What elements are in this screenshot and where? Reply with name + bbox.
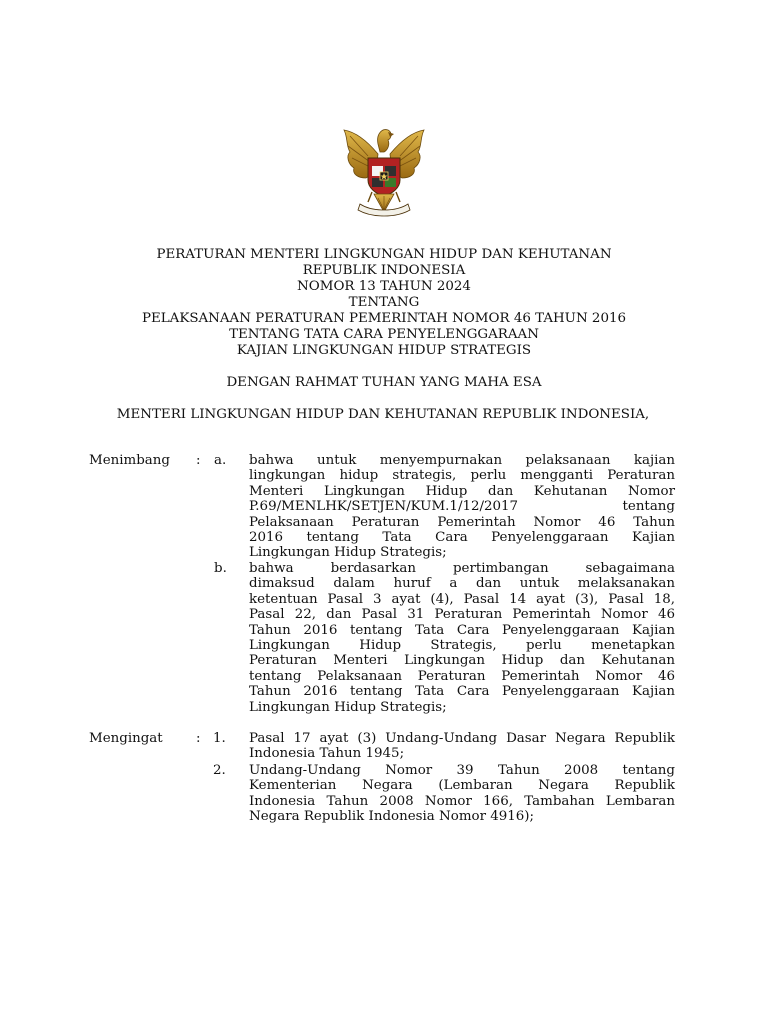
invocation: DENGAN RAHMAT TUHAN YANG MAHA ESA bbox=[226, 375, 542, 390]
text-line: bahwa untuk menyempurnakan pelaksanaan kajian bbox=[249, 453, 675, 468]
text-line: Lingkungan Hidup Strategis, perlu menetapkan bbox=[249, 638, 675, 654]
text-line: Menteri Lingkungan Hidup dan Kehutanan Nomor bbox=[249, 483, 675, 499]
text-line: bahwa berdasarkan pertimbangan sebagaimana bbox=[249, 561, 675, 576]
item-text bbox=[249, 731, 675, 762]
text-line: Pasal 17 ayat (3) Undang-Undang Dasar Negara Republik bbox=[249, 731, 675, 746]
authority-statement: MENTERI LINGKUNGAN HIDUP DAN KEHUTANAN REPUBLIK INDONESIA, bbox=[116, 407, 650, 422]
text-line: 2016 tentang Tata Cara Penyelenggaraan Kajian bbox=[249, 530, 675, 546]
item-text bbox=[249, 561, 675, 715]
text-line: lingkungan hidup strategis, perlu mengganti Peraturan bbox=[249, 468, 675, 484]
title-line-5: PELAKSANAAN PERATURAN PEMERINTAH NOMOR 46 TAHUN 2016 bbox=[141, 311, 627, 326]
menimbang-colon: : bbox=[196, 453, 201, 468]
menimbang-label: Menimbang bbox=[89, 453, 170, 468]
text-line: Kementerian Negara (Lembaran Negara Republik bbox=[249, 778, 675, 794]
item-text bbox=[249, 763, 675, 825]
title-line-7: KAJIAN LINGKUNGAN HIDUP STRATEGIS bbox=[236, 343, 532, 358]
text-line: Negara Republik Indonesia Nomor 4916); bbox=[249, 809, 535, 825]
text-line: Tahun 2016 tentang Tata Cara Penyelenggaraan Kajian bbox=[249, 622, 675, 638]
text-line: ketentuan Pasal 3 ayat (4), Pasal 14 ayat (3), Pasal 18, bbox=[249, 591, 675, 607]
item-marker: a. bbox=[214, 453, 227, 468]
garuda-emblem-icon bbox=[338, 122, 430, 222]
title-line-3: NOMOR 13 TAHUN 2024 bbox=[297, 279, 471, 294]
mengingat-colon: : bbox=[196, 731, 201, 746]
text-line: Tahun 2016 tentang Tata Cara Penyelenggaraan Kajian bbox=[249, 684, 675, 700]
text-line: dimaksud dalam huruf a dan untuk melaksanakan bbox=[249, 576, 675, 592]
item-marker: 1. bbox=[213, 731, 226, 746]
text-line: Pasal 22, dan Pasal 31 Peraturan Pemerintah Nomor 46 bbox=[249, 607, 675, 623]
text-line: Lingkungan Hidup Strategis; bbox=[249, 699, 447, 715]
text-line: Pelaksanaan Peraturan Pemerintah Nomor 46 Tahun bbox=[249, 514, 675, 530]
text-line: Peraturan Menteri Lingkungan Hidup dan Kehutanan bbox=[249, 653, 675, 669]
item-text bbox=[249, 453, 675, 561]
mengingat-label: Mengingat bbox=[89, 731, 163, 746]
text-line: tentang Pelaksanaan Peraturan Pemerintah Nomor 46 bbox=[249, 668, 675, 684]
text-line: Undang-Undang Nomor 39 Tahun 2008 tentang bbox=[249, 763, 675, 778]
title-line-4: TENTANG bbox=[348, 295, 420, 310]
text-line: Indonesia Tahun 2008 Nomor 166, Tambahan Lembaran bbox=[249, 793, 675, 809]
item-marker: b. bbox=[214, 561, 227, 576]
item-marker: 2. bbox=[213, 763, 226, 778]
title-line-2: REPUBLIK INDONESIA bbox=[302, 263, 466, 278]
text-line: Indonesia Tahun 1945; bbox=[249, 746, 405, 762]
text-line: Lingkungan Hidup Strategis; bbox=[249, 545, 447, 561]
title-line-1: PERATURAN MENTERI LINGKUNGAN HIDUP DAN KEHUTANAN bbox=[156, 247, 612, 262]
regulation-title bbox=[0, 247, 768, 359]
title-line-6: TENTANG TATA CARA PENYELENGGARAAN bbox=[229, 327, 539, 342]
text-line: P.69/MENLHK/SETJEN/KUM.1/12/2017 tentang bbox=[249, 499, 675, 515]
